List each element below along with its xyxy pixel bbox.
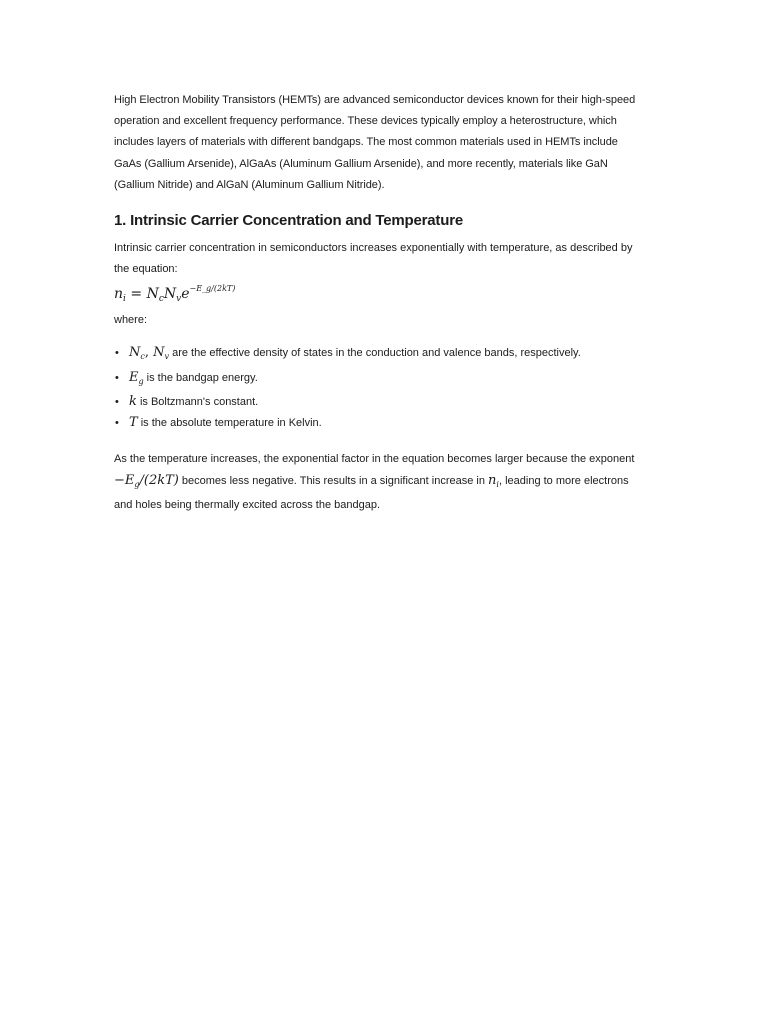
bullet-math (129, 345, 169, 360)
closing-text-1: As the temperature increases, the exponential factor in the equation becomes larger because the exponent (114, 453, 635, 466)
equation-exponent: −E_g/(2kT) (189, 284, 236, 294)
closing-math-sub: g (134, 480, 140, 490)
list-item (114, 343, 644, 368)
math-main: E (129, 369, 139, 385)
intro-paragraph: High Electron Mobility Transistors (HEMTs) are advanced semiconductor devices known for their high-speed operation and excellent frequency performance. These devices typically employ a heterostructure, which includes layers of materials with different bandgaps. The most common materials used in HEMTs include GaAs (Gallium Arsenide), AlGaAs (Aluminum Gallium Arsenide), and more recently, materials like GaN (Gallium Nitride) and AlGaN (Aluminum Gallium Nitride). (114, 94, 636, 191)
math-sub-2: v (164, 352, 170, 362)
closing-math-exponent (114, 473, 179, 488)
bullet-icon: • (115, 396, 119, 409)
list-item (114, 413, 644, 434)
closing-math-ni (488, 473, 499, 488)
closing-math-main: −E (114, 473, 135, 489)
equation-term2-var: N (163, 286, 177, 303)
math-separator: , (144, 345, 154, 361)
section-heading: 1. Intrinsic Carrier Concentration and Temperature (114, 212, 463, 230)
closing-text-3: , leading to more electrons and holes being thermally excited across the bandgap. (114, 475, 629, 512)
closing-math2-sub: i (496, 480, 499, 490)
closing-math2-main: n (488, 473, 497, 489)
bullet-math (129, 370, 144, 385)
list-item (114, 368, 644, 393)
equation-lhs-var: n (114, 286, 124, 303)
equation-term1-var: N (146, 286, 159, 303)
list-item (114, 392, 644, 413)
bullet-icon: • (115, 416, 119, 429)
math-main: N (129, 345, 141, 361)
bullet-text: are the effective density of states in the conduction and valence bands, respectively. (169, 347, 581, 360)
equation-equals: = (125, 286, 147, 303)
math-main: k (129, 394, 137, 410)
bullet-math (129, 415, 138, 430)
bullet-text: is Boltzmann's constant. (136, 396, 259, 409)
equation-term2-sub: v (176, 294, 182, 305)
math-main: T (129, 414, 138, 430)
where-label: where: (114, 314, 148, 327)
carrier-concentration-equation (114, 279, 644, 309)
document-content (114, 90, 644, 516)
closing-text-2: becomes less negative. This results in a significant increase in (178, 475, 489, 488)
bullet-math (129, 394, 137, 409)
bullet-icon: • (115, 371, 119, 384)
equation-term1-sub: c (158, 294, 164, 305)
equation-base: e (181, 286, 190, 303)
section-paragraph: Intrinsic carrier concentration in semiconductors increases exponentially with temperature, as described by the equation: (114, 242, 633, 275)
closing-math-tail: /(2kT) (139, 473, 179, 489)
math-main-2: N (153, 345, 165, 361)
math-sub: c (140, 352, 145, 362)
closing-paragraph (114, 449, 644, 516)
equation-lhs-sub: i (123, 294, 126, 305)
bullet-text: is the absolute temperature in Kelvin. (137, 416, 322, 429)
math-sub: g (138, 376, 144, 386)
bullet-text: is the bandgap energy. (143, 371, 258, 384)
bullet-icon: • (115, 347, 119, 360)
variable-definition-list (114, 343, 644, 433)
